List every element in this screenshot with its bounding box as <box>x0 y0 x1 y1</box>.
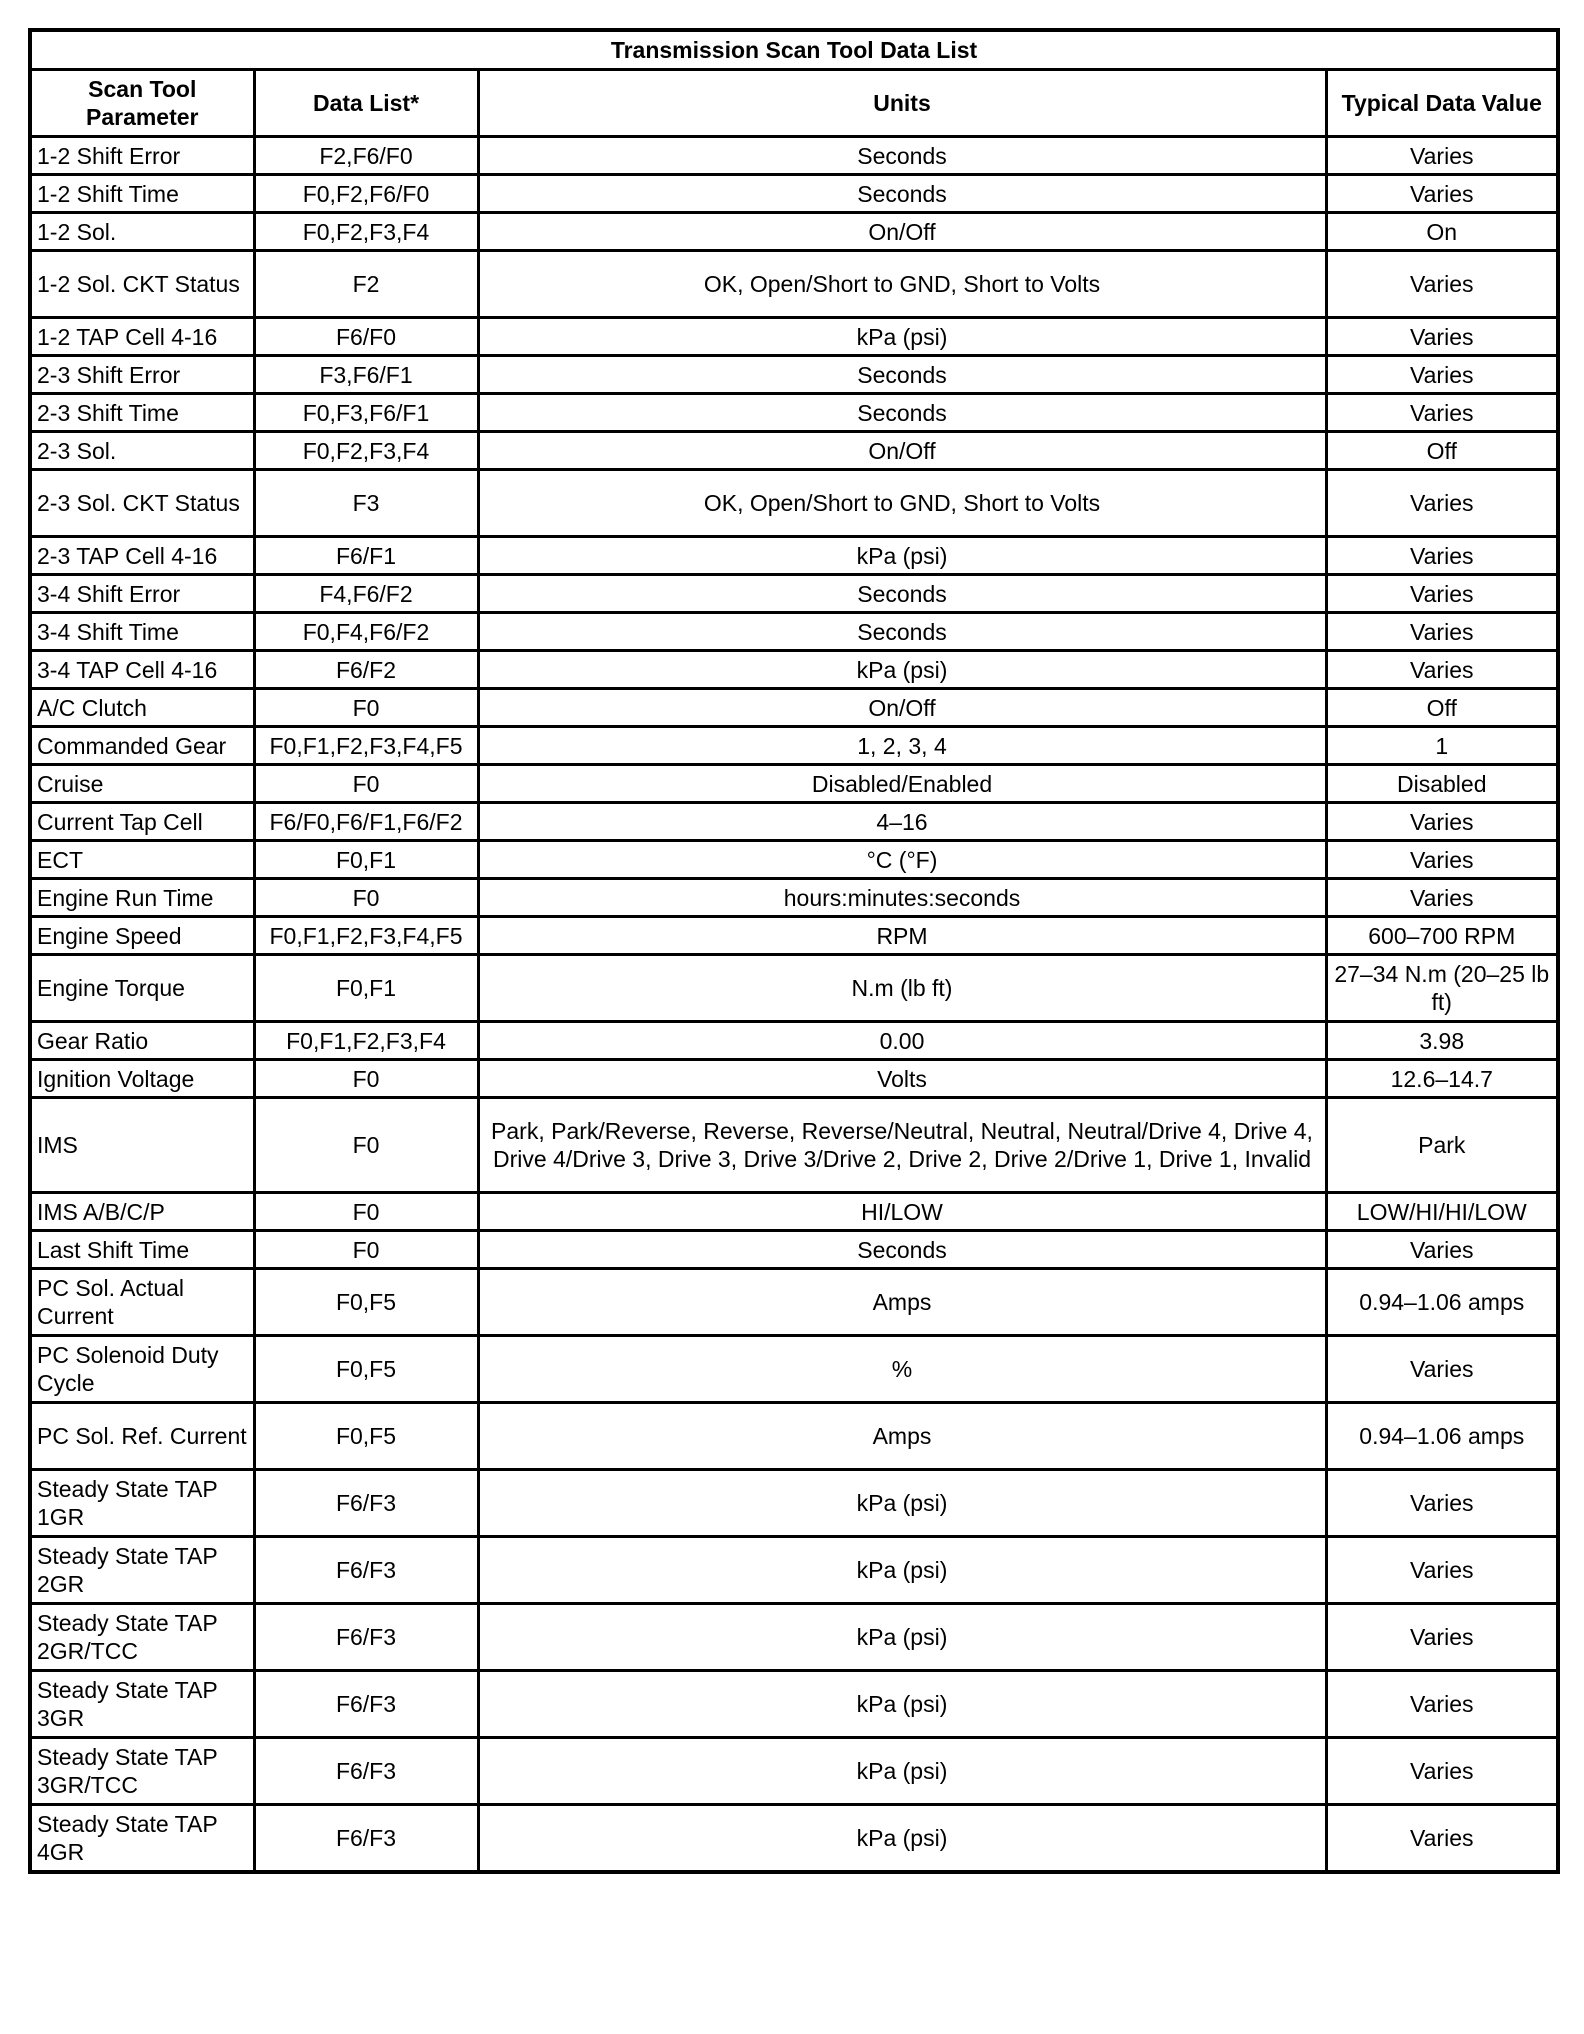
cell-parameter: ECT <box>30 841 254 879</box>
cell-data-list: F0,F3,F6/F1 <box>254 394 478 432</box>
cell-units: kPa (psi) <box>478 1805 1326 1873</box>
cell-typical-value: Off <box>1326 689 1558 727</box>
document-page <box>28 28 1556 1874</box>
table-row <box>30 1193 1558 1231</box>
header-typical-data-value: Typical Data Value <box>1326 70 1558 137</box>
table-row <box>30 727 1558 765</box>
cell-parameter: 1-2 Shift Time <box>30 175 254 213</box>
cell-typical-value: Varies <box>1326 1537 1558 1604</box>
cell-typical-value: 0.94–1.06 amps <box>1326 1403 1558 1470</box>
cell-data-list: F0,F2,F3,F4 <box>254 432 478 470</box>
cell-typical-value: Disabled <box>1326 765 1558 803</box>
cell-typical-value: Varies <box>1326 537 1558 575</box>
cell-parameter: Steady State TAP 3GR/TCC <box>30 1738 254 1805</box>
cell-parameter: Cruise <box>30 765 254 803</box>
cell-parameter: Ignition Voltage <box>30 1060 254 1098</box>
cell-units: % <box>478 1336 1326 1403</box>
table-row <box>30 841 1558 879</box>
table-row <box>30 955 1558 1022</box>
cell-units: On/Off <box>478 213 1326 251</box>
cell-data-list: F0,F5 <box>254 1336 478 1403</box>
cell-units: Seconds <box>478 137 1326 175</box>
table-row <box>30 1060 1558 1098</box>
cell-units: kPa (psi) <box>478 1470 1326 1537</box>
cell-parameter: 3-4 Shift Error <box>30 575 254 613</box>
cell-parameter: 2-3 Shift Error <box>30 356 254 394</box>
cell-typical-value: Varies <box>1326 841 1558 879</box>
cell-parameter: Steady State TAP 1GR <box>30 1470 254 1537</box>
cell-units: RPM <box>478 917 1326 955</box>
cell-data-list: F2,F6/F0 <box>254 137 478 175</box>
cell-units: N.m (lb ft) <box>478 955 1326 1022</box>
cell-parameter: Steady State TAP 4GR <box>30 1805 254 1873</box>
cell-data-list: F0 <box>254 1231 478 1269</box>
cell-data-list: F0,F1,F2,F3,F4 <box>254 1022 478 1060</box>
cell-typical-value: Varies <box>1326 1470 1558 1537</box>
cell-data-list: F0 <box>254 689 478 727</box>
table-row <box>30 1470 1558 1537</box>
cell-typical-value: 1 <box>1326 727 1558 765</box>
cell-typical-value: 27–34 N.m (20–25 lb ft) <box>1326 955 1558 1022</box>
cell-parameter: Engine Torque <box>30 955 254 1022</box>
cell-units: OK, Open/Short to GND, Short to Volts <box>478 251 1326 318</box>
cell-data-list: F0,F1 <box>254 955 478 1022</box>
cell-units: Park, Park/Reverse, Reverse, Reverse/Neutral, Neutral, Neutral/Drive 4, Drive 4, Drive 4/Drive 3, Drive 3, Drive 3/Drive 2, Drive 2, Drive 2/Drive 1, Drive 1, Invalid <box>478 1098 1326 1193</box>
cell-data-list: F6/F3 <box>254 1537 478 1604</box>
cell-data-list: F2 <box>254 251 478 318</box>
table-row <box>30 175 1558 213</box>
cell-data-list: F6/F3 <box>254 1470 478 1537</box>
cell-parameter: Steady State TAP 2GR/TCC <box>30 1604 254 1671</box>
table-row <box>30 613 1558 651</box>
cell-data-list: F0,F4,F6/F2 <box>254 613 478 651</box>
cell-parameter: 1-2 Sol. <box>30 213 254 251</box>
table-row <box>30 137 1558 175</box>
cell-parameter: Steady State TAP 2GR <box>30 1537 254 1604</box>
cell-parameter: 1-2 Shift Error <box>30 137 254 175</box>
cell-data-list: F0,F1,F2,F3,F4,F5 <box>254 917 478 955</box>
table-row <box>30 356 1558 394</box>
cell-parameter: PC Solenoid Duty Cycle <box>30 1336 254 1403</box>
cell-data-list: F6/F3 <box>254 1604 478 1671</box>
cell-units: Seconds <box>478 175 1326 213</box>
cell-parameter: Commanded Gear <box>30 727 254 765</box>
cell-data-list: F0 <box>254 879 478 917</box>
header-row <box>30 70 1558 137</box>
cell-data-list: F6/F3 <box>254 1738 478 1805</box>
table-row <box>30 689 1558 727</box>
table-row <box>30 537 1558 575</box>
cell-typical-value: Varies <box>1326 1738 1558 1805</box>
cell-units: °C (°F) <box>478 841 1326 879</box>
header-scan-tool-parameter: Scan Tool Parameter <box>30 70 254 137</box>
cell-typical-value: Varies <box>1326 175 1558 213</box>
cell-data-list: F6/F3 <box>254 1671 478 1738</box>
table-row <box>30 575 1558 613</box>
cell-units: kPa (psi) <box>478 318 1326 356</box>
cell-typical-value: Varies <box>1326 803 1558 841</box>
cell-data-list: F0 <box>254 1060 478 1098</box>
cell-typical-value: 12.6–14.7 <box>1326 1060 1558 1098</box>
cell-data-list: F0,F2,F3,F4 <box>254 213 478 251</box>
cell-units: kPa (psi) <box>478 1604 1326 1671</box>
cell-units: Seconds <box>478 356 1326 394</box>
cell-data-list: F0 <box>254 765 478 803</box>
cell-units: On/Off <box>478 432 1326 470</box>
cell-typical-value: LOW/HI/HI/LOW <box>1326 1193 1558 1231</box>
cell-parameter: 1-2 TAP Cell 4-16 <box>30 318 254 356</box>
cell-parameter: A/C Clutch <box>30 689 254 727</box>
cell-units: Seconds <box>478 394 1326 432</box>
cell-typical-value: Varies <box>1326 470 1558 537</box>
cell-typical-value: Varies <box>1326 318 1558 356</box>
table-row <box>30 1403 1558 1470</box>
cell-typical-value: Varies <box>1326 651 1558 689</box>
cell-data-list: F6/F3 <box>254 1805 478 1873</box>
cell-typical-value: Off <box>1326 432 1558 470</box>
cell-typical-value: Varies <box>1326 356 1558 394</box>
header-units: Units <box>478 70 1326 137</box>
cell-data-list: F0,F1,F2,F3,F4,F5 <box>254 727 478 765</box>
cell-data-list: F0,F2,F6/F0 <box>254 175 478 213</box>
cell-data-list: F6/F2 <box>254 651 478 689</box>
cell-parameter: PC Sol. Ref. Current <box>30 1403 254 1470</box>
table-row <box>30 1805 1558 1873</box>
table-title: Transmission Scan Tool Data List <box>30 30 1558 70</box>
cell-typical-value: Varies <box>1326 1805 1558 1873</box>
cell-units: hours:minutes:seconds <box>478 879 1326 917</box>
cell-typical-value: Varies <box>1326 575 1558 613</box>
cell-data-list: F0,F1 <box>254 841 478 879</box>
header-data-list: Data List* <box>254 70 478 137</box>
cell-parameter: Last Shift Time <box>30 1231 254 1269</box>
cell-parameter: 1-2 Sol. CKT Status <box>30 251 254 318</box>
cell-units: kPa (psi) <box>478 1671 1326 1738</box>
table-row <box>30 470 1558 537</box>
cell-data-list: F0 <box>254 1193 478 1231</box>
table-row <box>30 432 1558 470</box>
cell-units: Amps <box>478 1403 1326 1470</box>
cell-data-list: F6/F1 <box>254 537 478 575</box>
cell-typical-value: Varies <box>1326 879 1558 917</box>
cell-units: 0.00 <box>478 1022 1326 1060</box>
cell-units: kPa (psi) <box>478 537 1326 575</box>
cell-data-list: F0 <box>254 1098 478 1193</box>
table-row <box>30 765 1558 803</box>
cell-data-list: F0,F5 <box>254 1403 478 1470</box>
cell-units: 4–16 <box>478 803 1326 841</box>
cell-typical-value: 600–700 RPM <box>1326 917 1558 955</box>
cell-typical-value: Varies <box>1326 1604 1558 1671</box>
cell-typical-value: Varies <box>1326 251 1558 318</box>
cell-parameter: 2-3 Sol. <box>30 432 254 470</box>
cell-data-list: F6/F0,F6/F1,F6/F2 <box>254 803 478 841</box>
cell-units: Seconds <box>478 1231 1326 1269</box>
cell-typical-value: 3.98 <box>1326 1022 1558 1060</box>
table-row <box>30 1671 1558 1738</box>
cell-typical-value: Varies <box>1326 137 1558 175</box>
table-row <box>30 1738 1558 1805</box>
cell-parameter: 2-3 Shift Time <box>30 394 254 432</box>
cell-data-list: F3,F6/F1 <box>254 356 478 394</box>
cell-parameter: PC Sol. Actual Current <box>30 1269 254 1336</box>
cell-units: kPa (psi) <box>478 1738 1326 1805</box>
table-row <box>30 318 1558 356</box>
table-row <box>30 251 1558 318</box>
table-row <box>30 1336 1558 1403</box>
table-row <box>30 1231 1558 1269</box>
scan-tool-data-table <box>28 28 1560 1874</box>
table-row <box>30 1098 1558 1193</box>
cell-units: kPa (psi) <box>478 1537 1326 1604</box>
table-row <box>30 1269 1558 1336</box>
cell-parameter: Steady State TAP 3GR <box>30 1671 254 1738</box>
cell-units: Amps <box>478 1269 1326 1336</box>
cell-parameter: 2-3 TAP Cell 4-16 <box>30 537 254 575</box>
cell-units: On/Off <box>478 689 1326 727</box>
table-row <box>30 803 1558 841</box>
cell-data-list: F6/F0 <box>254 318 478 356</box>
table-row <box>30 1604 1558 1671</box>
cell-units: Seconds <box>478 613 1326 651</box>
table-row <box>30 1022 1558 1060</box>
cell-typical-value: Varies <box>1326 1671 1558 1738</box>
cell-typical-value: 0.94–1.06 amps <box>1326 1269 1558 1336</box>
cell-units: Seconds <box>478 575 1326 613</box>
table-row <box>30 1537 1558 1604</box>
table-row <box>30 917 1558 955</box>
cell-parameter: 3-4 TAP Cell 4-16 <box>30 651 254 689</box>
cell-parameter: Engine Speed <box>30 917 254 955</box>
cell-parameter: IMS <box>30 1098 254 1193</box>
table-row <box>30 394 1558 432</box>
cell-typical-value: On <box>1326 213 1558 251</box>
cell-units: OK, Open/Short to GND, Short to Volts <box>478 470 1326 537</box>
cell-units: Disabled/Enabled <box>478 765 1326 803</box>
cell-parameter: IMS A/B/C/P <box>30 1193 254 1231</box>
cell-parameter: 2-3 Sol. CKT Status <box>30 470 254 537</box>
table-row <box>30 879 1558 917</box>
table-row <box>30 651 1558 689</box>
cell-parameter: Gear Ratio <box>30 1022 254 1060</box>
cell-data-list: F0,F5 <box>254 1269 478 1336</box>
cell-parameter: 3-4 Shift Time <box>30 613 254 651</box>
cell-units: HI/LOW <box>478 1193 1326 1231</box>
cell-units: 1, 2, 3, 4 <box>478 727 1326 765</box>
cell-typical-value: Varies <box>1326 1231 1558 1269</box>
cell-data-list: F3 <box>254 470 478 537</box>
cell-units: kPa (psi) <box>478 651 1326 689</box>
cell-typical-value: Varies <box>1326 1336 1558 1403</box>
cell-parameter: Current Tap Cell <box>30 803 254 841</box>
cell-data-list: F4,F6/F2 <box>254 575 478 613</box>
table-row <box>30 213 1558 251</box>
cell-typical-value: Varies <box>1326 394 1558 432</box>
cell-typical-value: Varies <box>1326 613 1558 651</box>
cell-parameter: Engine Run Time <box>30 879 254 917</box>
cell-units: Volts <box>478 1060 1326 1098</box>
cell-typical-value: Park <box>1326 1098 1558 1193</box>
